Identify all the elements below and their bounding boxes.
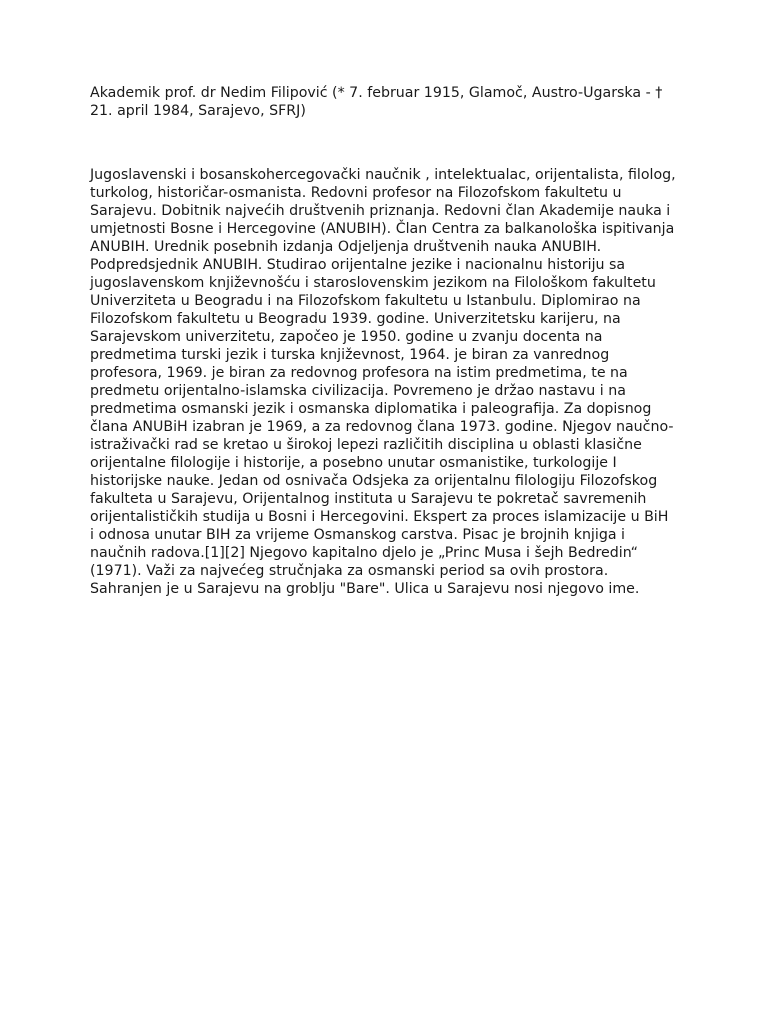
document-heading [90, 84, 690, 120]
body-line: fakulteta u Sarajevu, Orijentalnog instituta u Sarajevu te pokretač savremenih [90, 491, 647, 507]
body-line: Sahranjen je u Sarajevu na groblju "Bare". Ulica u Sarajevu nosi njegovo ime. [90, 581, 640, 597]
body-line: i odnosa unutar BIH za vrijeme Osmanskog carstva. Pisac je brojnih knjiga i [90, 527, 625, 543]
body-line: Jugoslavenski i bosanskohercegovački naučnik , intelektualac, orijentalista, filolog, [90, 167, 676, 183]
body-line: Filozofskom fakultetu u Beogradu 1939. godine. Univerzitetsku karijeru, na [90, 311, 621, 327]
body-line: Sarajevskom univerzitetu, započeo je 1950. godine u zvanju docenta na [90, 329, 603, 345]
heading-line: Akademik prof. dr Nedim Filipović (* 7. februar 1915, Glamoč, Austro-Ugarska - † [90, 85, 663, 101]
body-line: jugoslavenskom književnošću i staroslovenskim jezikom na Filološkom fakultetu [90, 275, 656, 291]
heading-line: 21. april 1984, Sarajevo, SFRJ) [90, 103, 306, 119]
body-line: orijentalne filologije i historije, a posebno unutar osmanistike, turkologije I [90, 455, 617, 471]
body-line: umjetnosti Bosne i Hercegovine (ANUBIH). Član Centra za balkanološka ispitivanja [90, 221, 675, 237]
body-line: predmetima osmanski jezik i osmanska diplomatika i paleografija. Za dopisnog [90, 401, 652, 417]
body-line: predmetima turski jezik i turska književnost, 1964. je biran za vanrednog [90, 347, 610, 363]
body-line: istraživački rad se kretao u širokoj lepezi različitih disciplina u oblasti klasične [90, 437, 642, 453]
body-line: predmetu orijentalno-islamska civilizacija. Povremeno je držao nastavu i na [90, 383, 626, 399]
body-line: člana ANUBiH izabran je 1969, a za redovnog člana 1973. godine. Njegov naučno- [90, 419, 674, 435]
body-line: naučnih radova.[1][2] Njegovo kapitalno djelo je „Princ Musa i šejh Bedredin“ [90, 545, 639, 561]
body-line: profesora, 1969. je biran za redovnog profesora na istim predmetima, te na [90, 365, 628, 381]
body-line: historijske nauke. Jedan od osnivača Odsjeka za orijentalnu filologiju Filozofskog [90, 473, 658, 489]
body-line: Sarajevu. Dobitnik najvećih društvenih priznanja. Redovni član Akademije nauka i [90, 203, 671, 219]
body-line: (1971). Važi za najvećeg stručnjaka za osmanski period sa ovih prostora. [90, 563, 609, 579]
document-body-paragraph [90, 166, 690, 598]
document-page [90, 84, 690, 598]
body-line: turkolog, historičar-osmanista. Redovni profesor na Filozofskom fakultetu u [90, 185, 622, 201]
body-line: Podpredsjednik ANUBIH. Studirao orijentalne jezike i nacionalnu historiju sa [90, 257, 626, 273]
body-line: ANUBIH. Urednik posebnih izdanja Odjeljenja društvenih nauka ANUBIH. [90, 239, 602, 255]
body-line: orijentalističkih studija u Bosni i Hercegovini. Ekspert za proces islamizacije u BiH [90, 509, 669, 525]
body-line: Univerziteta u Beogradu i na Filozofskom fakultetu u Istanbulu. Diplomirao na [90, 293, 641, 309]
